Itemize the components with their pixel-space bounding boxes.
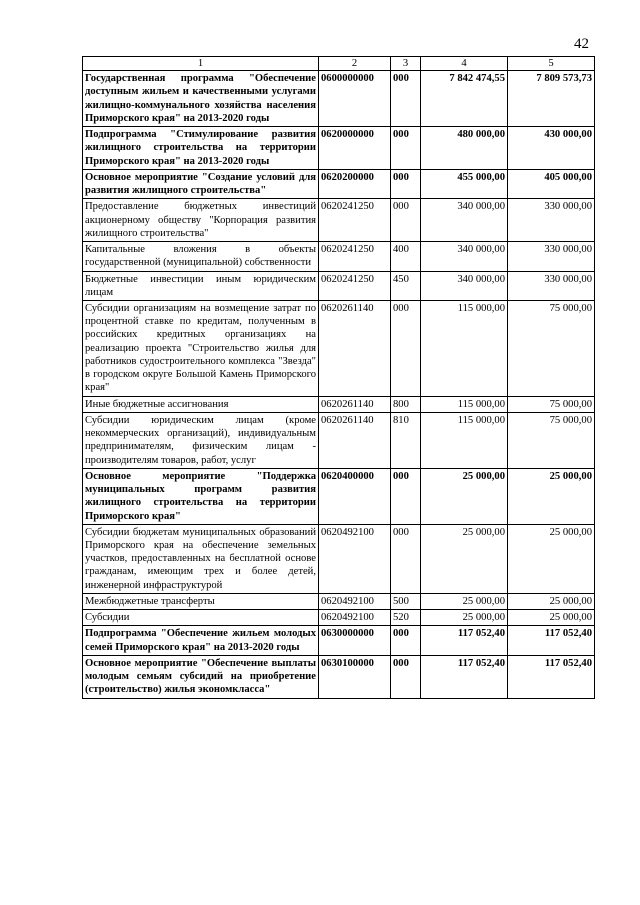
row-name-cell: Подпрограмма "Стимулирование развития жилищного строительства на территории Приморского края" на 2013-2020 годы	[83, 127, 319, 170]
row-type-cell: 000	[391, 300, 421, 396]
table-row	[83, 610, 595, 626]
row-type-cell: 000	[391, 524, 421, 593]
row-code-cell: 0630000000	[319, 626, 391, 655]
column-header-type: 3	[391, 57, 421, 71]
row-amount-2-cell: 25 000,00	[508, 593, 595, 609]
table-row	[83, 655, 595, 698]
row-name-cell: Субсидии	[83, 610, 319, 626]
row-type-cell: 000	[391, 655, 421, 698]
row-code-cell: 0620492100	[319, 610, 391, 626]
row-amount-1-cell: 115 000,00	[421, 396, 508, 412]
row-amount-1-cell: 340 000,00	[421, 199, 508, 242]
row-amount-2-cell: 330 000,00	[508, 199, 595, 242]
table-row	[83, 593, 595, 609]
row-type-cell: 000	[391, 626, 421, 655]
column-header-code: 2	[319, 57, 391, 71]
row-amount-2-cell: 25 000,00	[508, 468, 595, 524]
table-row	[83, 626, 595, 655]
row-type-cell: 800	[391, 396, 421, 412]
row-name-cell: Основное мероприятие "Обеспечение выплаты молодым семьям субсидий на приобретение (строительство) жилья экономкласса"	[83, 655, 319, 698]
row-amount-1-cell: 25 000,00	[421, 524, 508, 593]
header-row	[83, 57, 595, 71]
row-amount-2-cell: 75 000,00	[508, 412, 595, 468]
row-name-cell: Субсидии юридическим лицам (кроме некоммерческих организаций), индивидуальным предпринимателям, физическим лицам - производителям товаров, работ, услуг	[83, 412, 319, 468]
row-amount-2-cell: 7 809 573,73	[508, 71, 595, 127]
table-row	[83, 412, 595, 468]
row-name-cell: Предоставление бюджетных инвестиций акционерному обществу "Корпорация развития жилищного строительства"	[83, 199, 319, 242]
row-type-cell: 000	[391, 169, 421, 198]
row-type-cell: 810	[391, 412, 421, 468]
row-code-cell: 0620241250	[319, 199, 391, 242]
row-amount-1-cell: 7 842 474,55	[421, 71, 508, 127]
row-name-cell: Бюджетные инвестиции иным юридическим лицам	[83, 271, 319, 300]
row-amount-1-cell: 455 000,00	[421, 169, 508, 198]
row-code-cell: 0620241250	[319, 242, 391, 271]
row-type-cell: 520	[391, 610, 421, 626]
row-type-cell: 500	[391, 593, 421, 609]
row-amount-1-cell: 117 052,40	[421, 655, 508, 698]
row-name-cell: Основное мероприятие "Поддержка муниципальных программ развития жилищного строительства на территории Приморского края"	[83, 468, 319, 524]
row-amount-2-cell: 405 000,00	[508, 169, 595, 198]
row-name-cell: Капитальные вложения в объекты государственной (муниципальной) собственности	[83, 242, 319, 271]
row-code-cell: 0620200000	[319, 169, 391, 198]
column-header-name: 1	[83, 57, 319, 71]
table-row	[83, 468, 595, 524]
row-amount-1-cell: 117 052,40	[421, 626, 508, 655]
row-amount-2-cell: 430 000,00	[508, 127, 595, 170]
row-amount-2-cell: 25 000,00	[508, 524, 595, 593]
row-amount-1-cell: 25 000,00	[421, 593, 508, 609]
column-header-amount-2: 5	[508, 57, 595, 71]
row-amount-1-cell: 115 000,00	[421, 300, 508, 396]
row-code-cell: 0620241250	[319, 271, 391, 300]
table-row	[83, 242, 595, 271]
budget-table	[82, 56, 595, 699]
row-amount-2-cell: 117 052,40	[508, 655, 595, 698]
row-code-cell: 0620000000	[319, 127, 391, 170]
row-type-cell: 450	[391, 271, 421, 300]
row-name-cell: Подпрограмма "Обеспечение жильем молодых семей Приморского края" на 2013-2020 годы	[83, 626, 319, 655]
row-amount-2-cell: 25 000,00	[508, 610, 595, 626]
row-type-cell: 400	[391, 242, 421, 271]
row-amount-2-cell: 117 052,40	[508, 626, 595, 655]
row-type-cell: 000	[391, 71, 421, 127]
table-row	[83, 169, 595, 198]
row-amount-2-cell: 330 000,00	[508, 271, 595, 300]
row-name-cell: Иные бюджетные ассигнования	[83, 396, 319, 412]
table-row	[83, 127, 595, 170]
table-row	[83, 524, 595, 593]
table-row	[83, 271, 595, 300]
row-name-cell: Субсидии организациям на возмещение затрат по процентной ставке по кредитам, полученным в российских кредитных организациях на реализацию проекта "Строительство жилья для работников судостроительного комплекса "Звезда" в городском округе Большой Камень Приморского края"	[83, 300, 319, 396]
row-type-cell: 000	[391, 468, 421, 524]
row-type-cell: 000	[391, 127, 421, 170]
row-type-cell: 000	[391, 199, 421, 242]
row-code-cell: 0620492100	[319, 524, 391, 593]
table-row	[83, 396, 595, 412]
table-row	[83, 199, 595, 242]
page-number: 42	[574, 36, 589, 52]
row-name-cell: Межбюджетные трансферты	[83, 593, 319, 609]
row-amount-1-cell: 480 000,00	[421, 127, 508, 170]
row-amount-1-cell: 115 000,00	[421, 412, 508, 468]
table-row	[83, 71, 595, 127]
row-code-cell: 0620400000	[319, 468, 391, 524]
column-header-amount-1: 4	[421, 57, 508, 71]
row-amount-2-cell: 75 000,00	[508, 396, 595, 412]
row-code-cell: 0620492100	[319, 593, 391, 609]
row-name-cell: Государственная программа "Обеспечение доступным жильем и качественными услугами жилищно-коммунального хозяйства населения Приморского края" на 2013-2020 годы	[83, 71, 319, 127]
row-code-cell: 0600000000	[319, 71, 391, 127]
row-amount-2-cell: 75 000,00	[508, 300, 595, 396]
row-code-cell: 0620261140	[319, 396, 391, 412]
row-code-cell: 0620261140	[319, 300, 391, 396]
row-amount-1-cell: 340 000,00	[421, 271, 508, 300]
row-code-cell: 0620261140	[319, 412, 391, 468]
row-amount-1-cell: 25 000,00	[421, 468, 508, 524]
row-code-cell: 0630100000	[319, 655, 391, 698]
row-name-cell: Субсидии бюджетам муниципальных образований Приморского края на обеспечение земельных участков, предоставленных на бесплатной основе гражданам, имеющим трех и более детей, инженерной инфраструктурой	[83, 524, 319, 593]
table-row	[83, 300, 595, 396]
row-amount-2-cell: 330 000,00	[508, 242, 595, 271]
row-name-cell: Основное мероприятие "Создание условий для развития жилищного строительства"	[83, 169, 319, 198]
row-amount-1-cell: 25 000,00	[421, 610, 508, 626]
row-amount-1-cell: 340 000,00	[421, 242, 508, 271]
